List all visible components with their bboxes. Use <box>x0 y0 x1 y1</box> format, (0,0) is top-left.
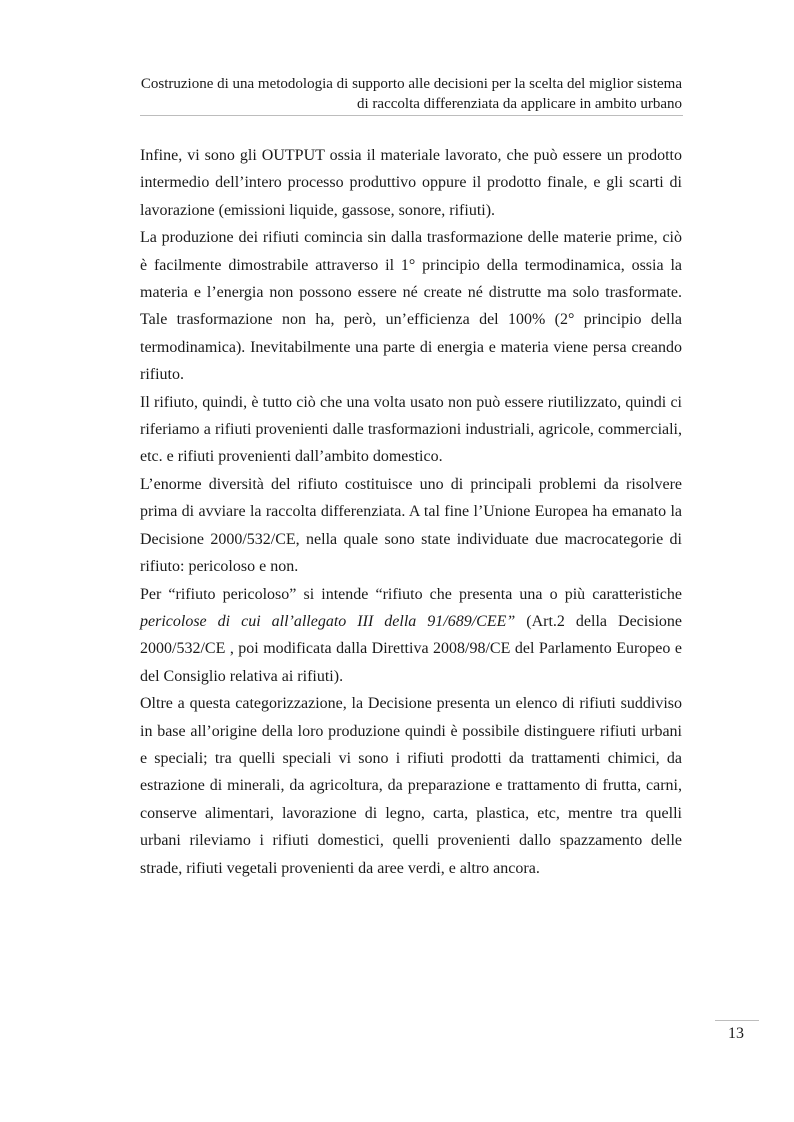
footer-divider <box>715 1020 759 1021</box>
page-number: 13 <box>728 1025 744 1042</box>
paragraph-waste-definition: Il rifiuto, quindi, è tutto ciò che una volta usato non può essere riutilizzato, quindi ci riferiamo a rifiuti provenienti dalle trasformazioni industriali, agricole, commerciali, etc. e rifiuti provenienti dall’ambito domestico. <box>140 393 682 466</box>
hazardous-text-end: (Art.2 della Decisione 2000/532/CE , poi modificata dalla Direttiva 2008/98/CE del Parlamento Europeo e del Consiglio relativa ai rifiuti). <box>140 612 683 685</box>
paragraph-hazardous-waste <box>140 581 682 691</box>
paragraph-output: Infine, vi sono gli OUTPUT ossia il materiale lavorato, che può essere un prodotto intermedio dell’intero processo produttivo oppure il prodotto finale, e gli scarti di lavorazione (emissioni liquide, gassose, sonore, rifiuti). <box>140 147 682 219</box>
paragraph-waste-production: La produzione dei rifiuti comincia sin dalla trasformazione delle materie prime, ciò è facilmente dimostrabile attraverso il 1° principio della termodinamica, ossia la materia e l’energia non possono essere né create né distrutte ma solo trasformate. Tale trasformazione non ha, però, un’efficienza del 100% (2° principio della termodinamica). Inevitabilmente una parte di energia e materia viene persa creando rifiuto. <box>140 229 682 384</box>
hazardous-quote-italic: pericolose di cui all’allegato III della 91/689/CEE” <box>140 612 516 630</box>
paragraph-categorization: Oltre a questa categorizzazione, la Decisione presenta un elenco di rifiuti suddiviso in base all’origine della loro produzione quindi è possibile distinguere rifiuti urbani e speciali; tra quelli speciali vi sono i rifiuti prodotti da trattamenti chimici, da estrazione di minerali, da agricoltura, da preparazione e trattamento di frutta, carni, conserve alimentari, lavorazione di legno, carta, plastica, etc, mentre tra quelli urbani rileviamo i rifiuti domestici, quelli provenienti dallo spazzamento delle strade, rifiuti vegetali provenienti da aree verdi, e altro ancora. <box>140 695 682 877</box>
paragraph-waste-diversity: L’enorme diversità del rifiuto costituisce uno di principali problemi da risolvere prima di avviare la raccolta differenziata. A tal fine l’Unione Europea ha emanato la Decisione 2000/532/CE, nella quale sono state individuate due macrocategorie di rifiuto: pericoloso e non. <box>140 475 682 576</box>
running-header-line-1: Costruzione di una metodologia di supporto alle decisioni per la scelta del miglior sistema <box>140 76 682 92</box>
hazardous-text-start: Per “rifiuto pericoloso” si intende “rifiuto che presenta una o più caratteristiche <box>140 585 682 603</box>
body-text <box>140 142 682 882</box>
header-divider <box>140 115 683 116</box>
running-header-line-2: di raccolta differenziata da applicare in ambito urbano <box>357 96 682 112</box>
running-header <box>140 74 682 114</box>
